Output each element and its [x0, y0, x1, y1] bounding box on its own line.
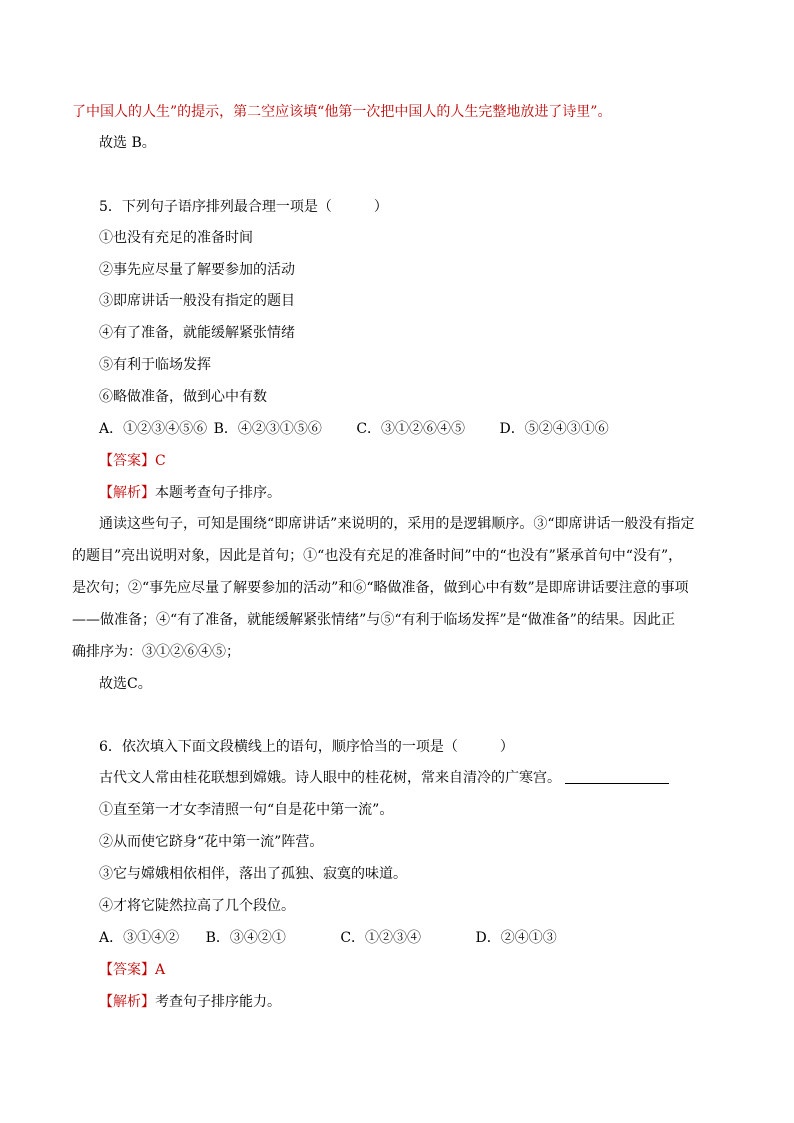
q6-stem: 6．依次填入下面文段横线上的语句，顺序恰当的一项是（ ）	[99, 739, 514, 755]
q5-choice: 故选C。	[99, 676, 152, 692]
q4-explanation-line: 了中国人的人生”的提示，第二空应该填“他第一次把中国人的人生完整地放进了诗里”。	[72, 104, 612, 120]
q5-explain-line-1: 通读这些句子，可知是围绕“即席讲话”来说明的，采用的是逻辑顺序。③“即席讲话一般没有指定	[99, 516, 695, 532]
q5-answer-value: C	[155, 453, 166, 469]
q6-option-a: A．③①④②	[99, 930, 180, 946]
q5-option-c: C．③①②⑥④⑤	[356, 421, 466, 437]
q5-item-6: ⑥略做准备，做到心中有数	[99, 389, 267, 405]
q6-item-1: ①直至第一才女李清照一句“自是花中第一流”。	[99, 802, 394, 818]
q5-options	[99, 419, 609, 439]
q6-passage	[99, 768, 669, 788]
q5-item-2: ②事先应尽量了解要参加的活动	[99, 262, 295, 278]
q5-answer-label: 【答案】	[99, 453, 155, 469]
q6-item-4: ④才将它陡然拉高了几个段位。	[99, 898, 295, 914]
q6-item-2: ②从而使它跻身“花中第一流”阵营。	[99, 834, 324, 850]
q6-analysis-label: 【解析】	[99, 994, 155, 1010]
q6-option-d: D．②④①③	[475, 930, 557, 946]
q5-item-3: ③即席讲话一般没有指定的题目	[99, 293, 295, 309]
q5-option-a: A．①②③④⑤⑥	[99, 421, 208, 437]
q5-explain-line-2: 的题目”亮出说明对象，因此是首句；①“也没有充足的准备时间”中的“也没有”紧承首句中“没有”，	[72, 548, 683, 564]
q5-explain-line-5: 确排序为：③①②⑥④⑤；	[72, 644, 240, 660]
q5-analysis-label: 【解析】	[99, 485, 155, 501]
q5-answer	[99, 451, 166, 471]
q5-explain-line-3: 是次句；②“事先应尽量了解要参加的活动”和⑥“略做准备，做到心中有数”是即席讲话要注意的事项	[72, 580, 689, 596]
q4-choice: 故选 B。	[99, 135, 156, 151]
q6-item-3: ③它与嫦娥相依相伴，落出了孤独、寂寞的味道。	[99, 866, 407, 882]
q5-item-4: ④有了准备，就能缓解紧张情绪	[99, 325, 295, 341]
q5-analysis-value: 本题考查句子排序。	[155, 485, 281, 501]
q6-answer	[99, 960, 165, 980]
q5-item-5: ⑤有利于临场发挥	[99, 357, 211, 373]
q6-option-c: C．①②③④	[340, 930, 422, 946]
q5-item-1: ①也没有充足的准备时间	[99, 230, 253, 246]
q6-answer-value: A	[155, 962, 166, 978]
q6-answer-label: 【答案】	[99, 962, 155, 978]
q5-option-d: D．⑤②④③①⑥	[499, 421, 609, 437]
q6-passage-text: 古代文人常由桂花联想到嫦娥。诗人眼中的桂花树，常来自清冷的广寒宫。	[99, 770, 561, 786]
q6-analysis-value: 考查句子排序能力。	[155, 994, 281, 1010]
q5-explain-line-4: ——做准备；④“有了准备，就能缓解紧张情绪”与⑤“有利于临场发挥”是“做准备”的结果。因此正	[72, 612, 675, 628]
q5-option-b: B．④②③①⑤⑥	[213, 421, 322, 437]
q6-fill-blank	[565, 769, 669, 784]
q6-analysis	[99, 992, 281, 1012]
q6-options	[99, 928, 557, 948]
q5-stem: 5．下列句子语序排列最合理一项是（ ）	[99, 199, 388, 215]
q6-option-b: B．③④②①	[205, 930, 286, 946]
q5-analysis	[99, 483, 281, 503]
